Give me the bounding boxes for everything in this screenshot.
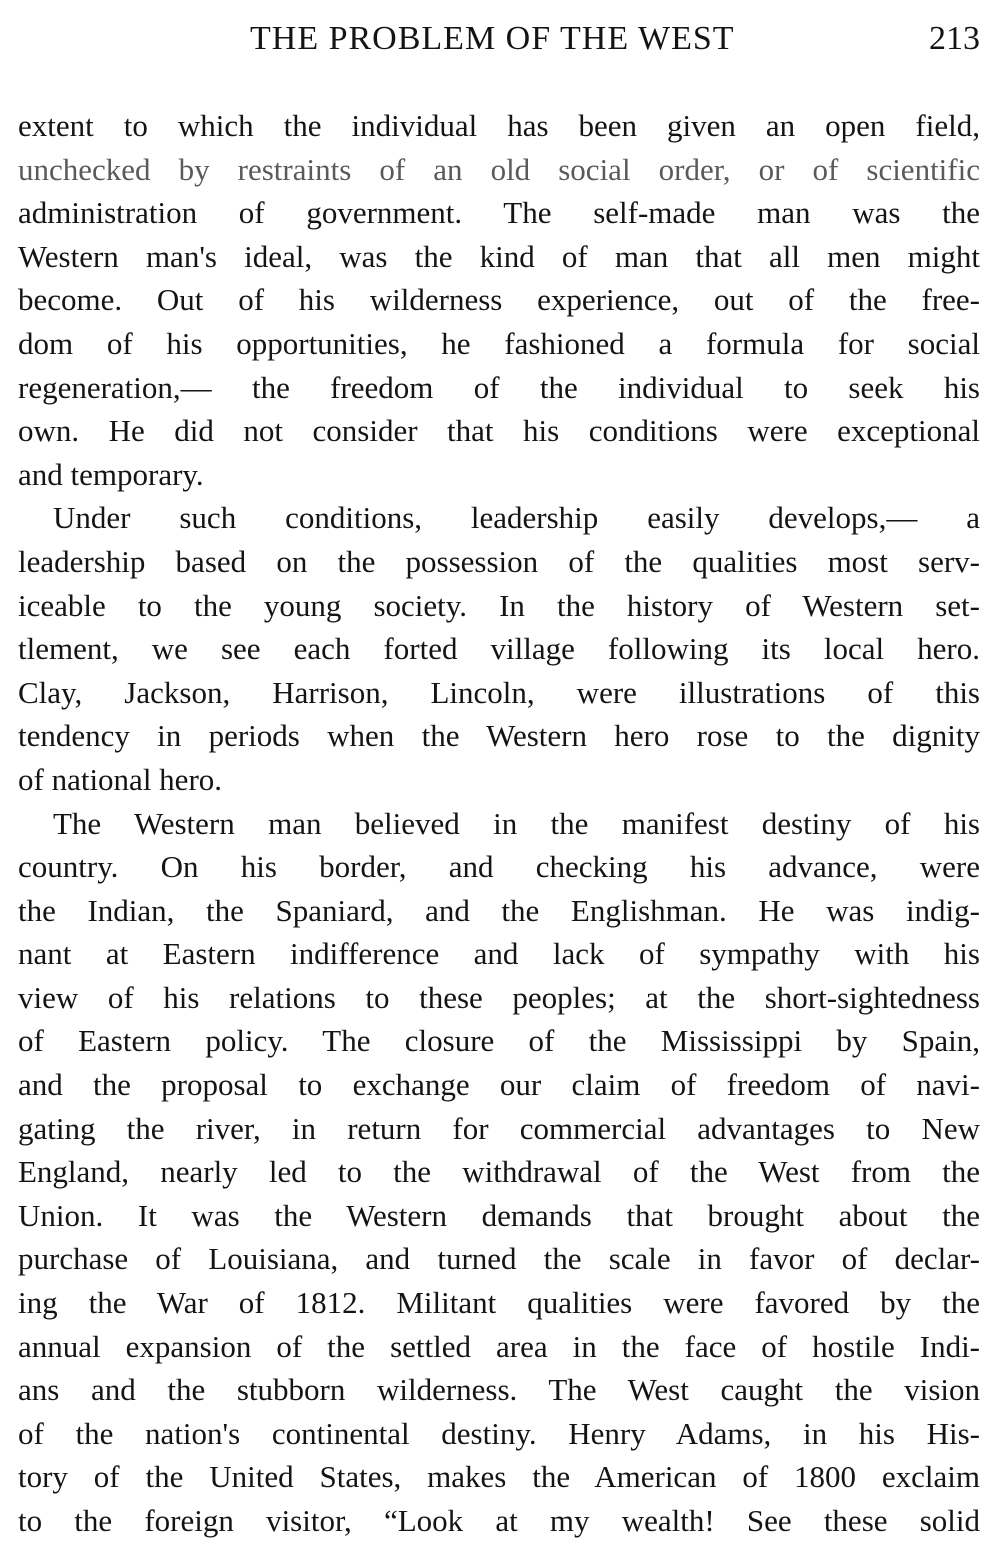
text-line: Clay, Jackson, Harrison, Lincoln, were illustrations of this	[18, 674, 980, 710]
text-line: dom of his opportunities, he fashioned a formula for social	[18, 325, 980, 361]
text-line: tlement, we see each forted village following its local hero.	[18, 631, 980, 667]
text-line: of the nation's continental destiny. Henry Adams, in his His-	[18, 1415, 980, 1451]
text-line: Under such conditions, leadership easily develops,— a	[53, 500, 980, 536]
text-line: become. Out of his wilderness experience, out of the free-	[18, 282, 980, 318]
text-line: extent to which the individual has been given an open field,	[18, 108, 980, 143]
text-line: The Western man believed in the manifest destiny of his	[53, 805, 980, 841]
text-line: and the proposal to exchange our claim of freedom of navi-	[18, 1067, 980, 1103]
text-line: nant at Eastern indifference and lack of sympathy with his	[18, 936, 980, 972]
paragraph-1	[18, 104, 980, 496]
text-line: administration of government. The self-made man was the	[18, 195, 980, 231]
text-line: purchase of Louisiana, and turned the scale in favor of declar-	[18, 1241, 980, 1277]
text-line: ans and the stubborn wilderness. The West caught the vision	[18, 1372, 980, 1408]
text-line: own. He did not consider that his conditions were exceptional	[18, 413, 980, 449]
text-line: gating the river, in return for commercial advantages to New	[18, 1110, 980, 1146]
body-text	[18, 104, 980, 1543]
text-line: iceable to the young society. In the history of Western set-	[18, 587, 980, 623]
text-line: to the foreign visitor, “Look at my wealth! See these solid	[18, 1503, 980, 1538]
text-line: England, nearly led to the withdrawal of the West from the	[18, 1154, 980, 1190]
text-line: country. On his border, and checking his advance, were	[18, 849, 980, 885]
running-title: THE PROBLEM OF THE WEST	[250, 20, 735, 57]
text-line: regeneration,— the freedom of the individual to seek his	[18, 369, 980, 405]
text-line: unchecked by restraints of an old social order, or of scientific	[18, 151, 980, 187]
text-line: of national hero.	[18, 761, 223, 797]
text-line: tory of the United States, makes the American of 1800 exclaim	[18, 1459, 980, 1495]
text-line: annual expansion of the settled area in the face of hostile Indi-	[18, 1328, 980, 1364]
text-line: leadership based on the possession of the qualities most serv-	[18, 543, 980, 579]
text-line: Western man's ideal, was the kind of man that all men might	[18, 238, 980, 274]
text-line: and temporary.	[18, 456, 204, 492]
page-number: 213	[929, 20, 980, 57]
text-line: the Indian, the Spaniard, and the Englishman. He was indig-	[18, 892, 980, 928]
text-line: view of his relations to these peoples; at the short-sightedness	[18, 979, 980, 1015]
text-line: tendency in periods when the Western hero rose to the dignity	[18, 718, 980, 754]
page-header	[18, 18, 980, 68]
paragraph-2	[18, 496, 980, 801]
text-line: ing the War of 1812. Militant qualities were favored by the	[18, 1285, 980, 1321]
text-line: Union. It was the Western demands that brought about the	[18, 1197, 980, 1233]
text-line: of Eastern policy. The closure of the Mississippi by Spain,	[18, 1023, 980, 1059]
paragraph-3	[18, 802, 980, 1543]
